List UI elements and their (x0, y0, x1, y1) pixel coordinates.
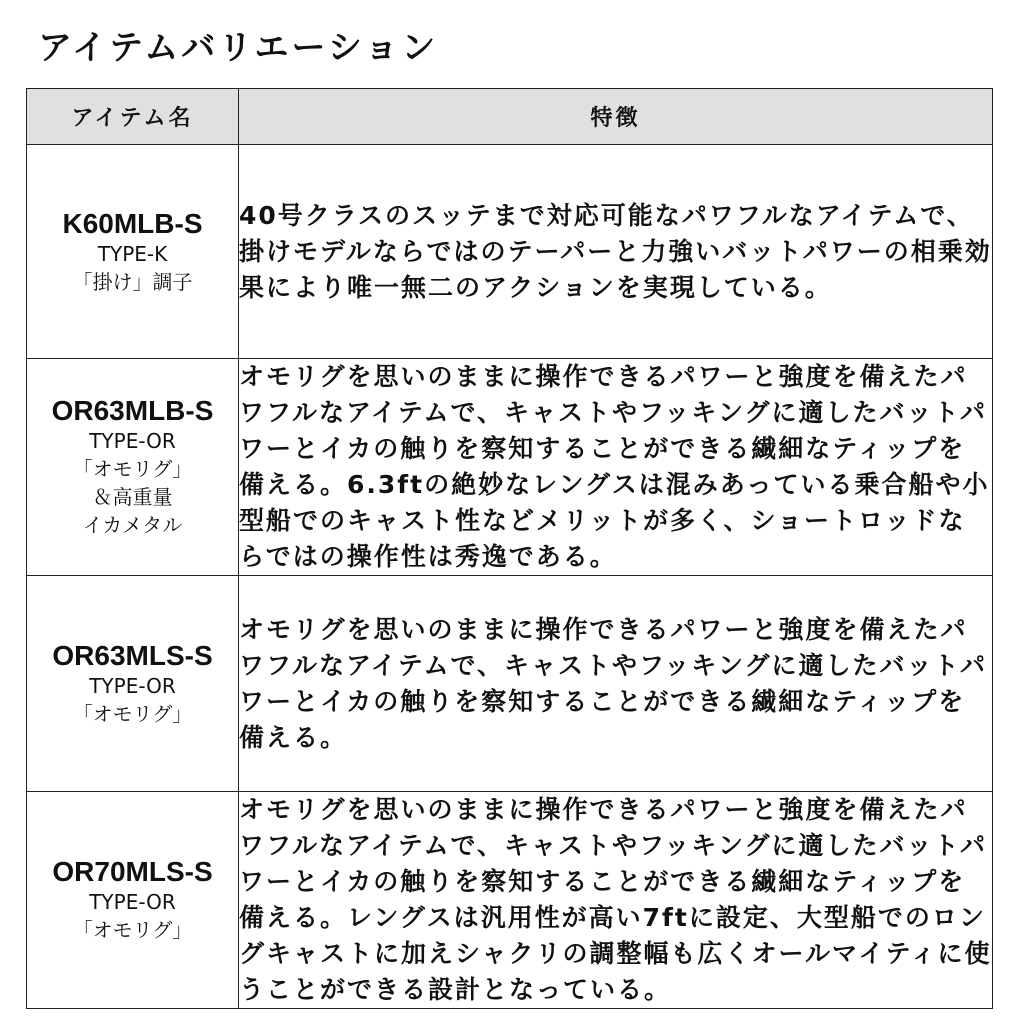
item-feature-text: オモリグを思いのままに操作できるパワーと強度を備えたパワフルなアイテムで、キャストやフッキングに適したバットパワーとイカの触りを察知することができる繊細なティップを備える。 (239, 614, 988, 752)
page-title: アイテムバリエーション (38, 28, 439, 68)
item-name-cell (27, 576, 239, 792)
item-type-desc: 「オモリグ」 (72, 701, 193, 726)
item-type: TYPE-OR (89, 429, 176, 453)
item-feature-cell (239, 792, 993, 1009)
item-type-desc: 「掛け」調子 (72, 269, 193, 294)
header-feature: 特徴 (239, 89, 993, 145)
item-model-name: K60MLB-S (62, 207, 203, 239)
item-feature-text: オモリグを思いのままに操作できるパワーと強度を備えたパワフルなアイテムで、キャストやフッキングに適したバットパワーとイカの触りを察知することができる繊細なティップを備える。レングスは汎用性が高い7ftに設定、大型船でのロングキャストに加えシャクリの調整幅も広くオールマイティに使うことができる設計となっている。 (239, 795, 992, 1004)
item-type: TYPE-OR (89, 673, 176, 698)
item-name-cell (27, 792, 239, 1009)
item-type-desc: 「オモリグ」 (72, 918, 193, 942)
table-row (27, 792, 993, 1009)
item-type: TYPE-OR (89, 890, 176, 914)
item-variation-table (26, 88, 993, 1009)
item-name-cell (27, 359, 239, 576)
header-item-name: アイテム名 (27, 89, 239, 145)
item-feature-cell (239, 145, 993, 359)
table-row (27, 359, 993, 576)
item-type-desc: ＆高重量 (92, 485, 173, 509)
item-type: TYPE-K (97, 241, 168, 266)
item-feature-cell (239, 359, 993, 576)
item-name-cell (27, 145, 239, 359)
item-model-name: OR63MLB-S (51, 395, 214, 426)
item-model-name: OR70MLS-S (52, 856, 213, 887)
table-row (27, 576, 993, 792)
item-type-desc: 「オモリグ」 (72, 457, 193, 481)
table-header-row (27, 89, 993, 145)
item-feature-cell (239, 576, 993, 792)
table-row (27, 145, 993, 359)
item-model-name: OR63MLS-S (52, 639, 213, 671)
item-feature-text: 40号クラスのスッテまで対応可能なパワフルなアイテムで、掛けモデルならではのテーパーと力強いバットパワーの相乗効果により唯一無二のアクションを実現している。 (239, 200, 992, 302)
item-feature-text: オモリグを思いのままに操作できるパワーと強度を備えたパワフルなアイテムで、キャストやフッキングに適したバットパワーとイカの触りを察知することができる繊細なティップを備える。6.3ftの絶妙なレングスは混みあっている乗合船や小型船でのキャスト性などメリットが多く、ショートロッドならではの操作性は秀逸である。 (239, 362, 990, 571)
item-type-desc: イカメタル (82, 513, 183, 537)
